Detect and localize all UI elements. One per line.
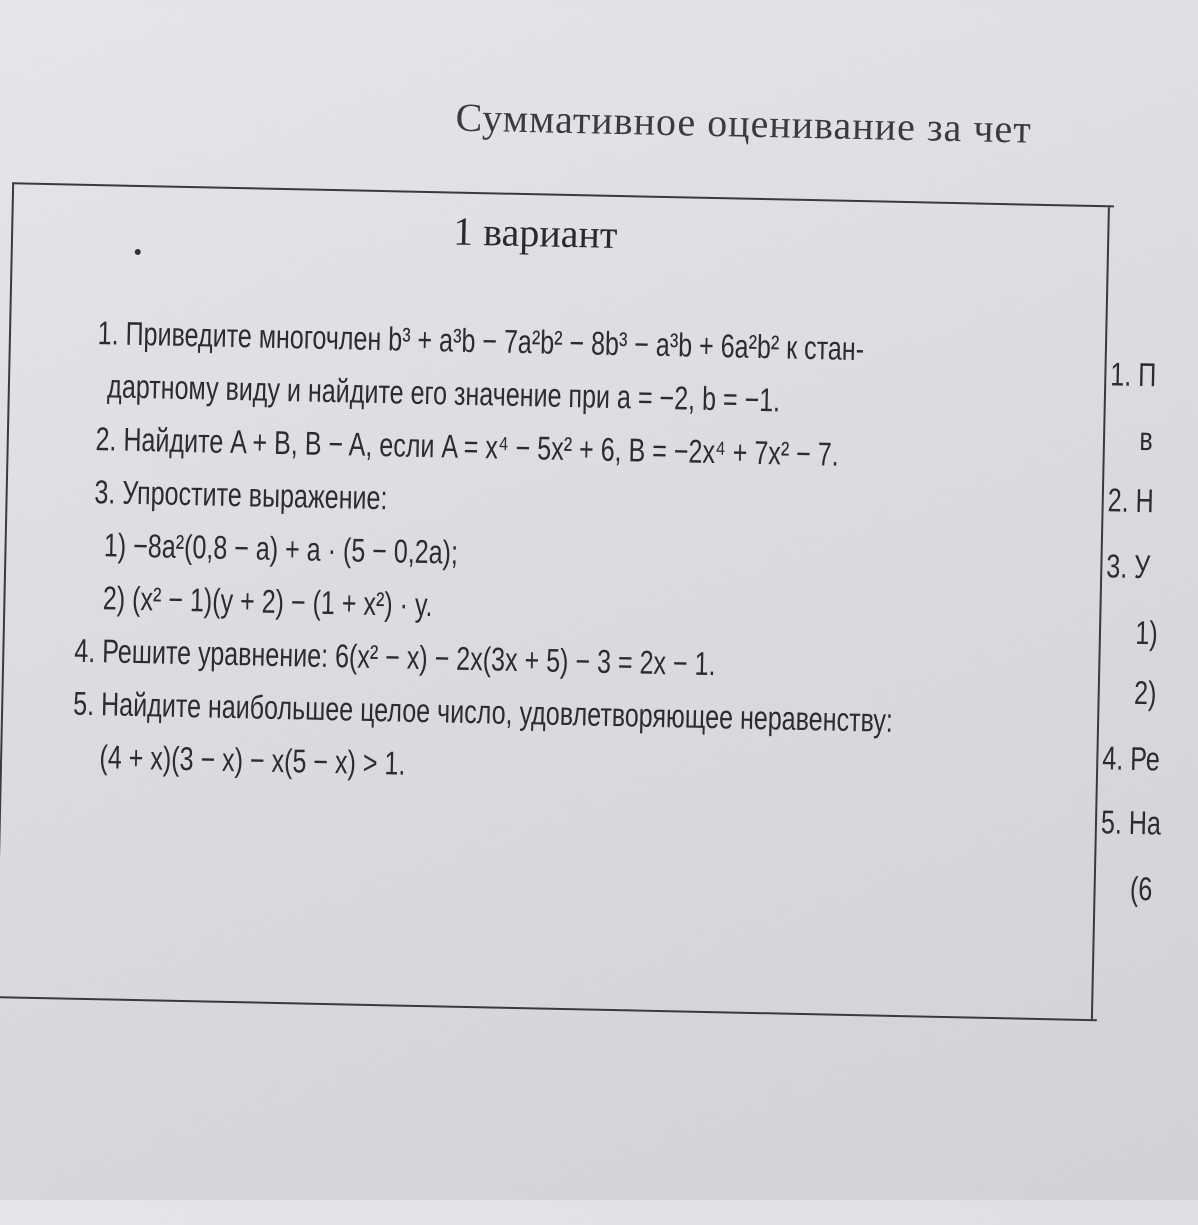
- variant-1-heading: 1 вариант: [452, 208, 618, 257]
- variant-1-tasks: [72, 306, 894, 799]
- task-2: 2. Найдите A + B, B − A, если A = x⁴ − 5x² + 6, B = −2x⁴ + 7x² − 7.: [95, 420, 840, 473]
- task-3-item-2: 2) (x² − 1)(y + 2) − (1 + x²) · y.: [102, 579, 433, 624]
- task-5-line-1: 5. Найдите наибольшее целое число, удовлетворяющее неравенству:: [72, 684, 894, 739]
- v2-task-2: 2. Н: [1107, 481, 1155, 520]
- task-5-line-2: (4 + x)(3 − x) − x(5 − x) > 1.: [99, 738, 406, 782]
- task-1-line-1: 1. Приведите многочлен b³ + a³b − 7a²b² − 8b³ − a³b + 6a²b² к стан-: [97, 314, 865, 368]
- stray-dot: [135, 249, 141, 255]
- task-4: 4. Решите уравнение: 6(x² − x) − 2x(3x + 5) − 3 = 2x − 1.: [74, 631, 716, 683]
- column-divider: [1091, 207, 1110, 1019]
- assessment-table: [0, 182, 1114, 1021]
- v2-task-3: 3. У: [1106, 547, 1151, 586]
- page-title: Суммативное оценивание за чет: [455, 94, 1033, 152]
- task-3-item-1: 1) −8a²(0,8 − a) + a · (5 − 0,2a);: [103, 526, 459, 571]
- v2-task-3-item-2: 2): [1133, 673, 1157, 712]
- v2-task-1: 1. П: [1110, 355, 1157, 394]
- v2-task-1-cont: в: [1139, 419, 1154, 458]
- v2-task-3-item-1: 1): [1135, 613, 1159, 652]
- v2-task-5: 5. На: [1100, 803, 1162, 842]
- v2-task-4: 4. Ре: [1101, 739, 1161, 778]
- task-3-title: 3. Упростите выражение:: [94, 473, 388, 517]
- v2-task-5-cont: (6: [1129, 869, 1153, 908]
- task-1-line-2: дартному виду и найдите его значение при a = −2, b = −1.: [106, 367, 781, 419]
